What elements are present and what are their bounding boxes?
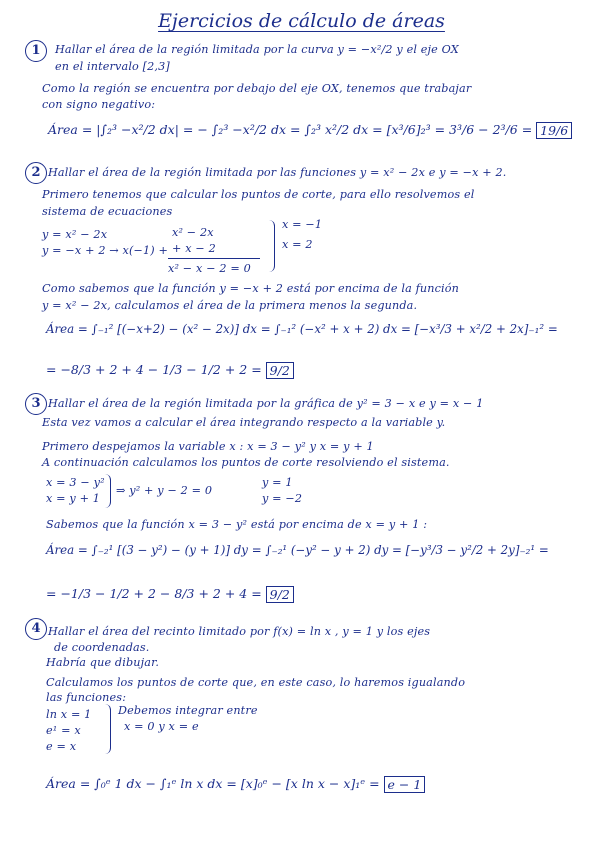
ex3-solution-2: y = −2 <box>262 492 303 505</box>
ex3-text-line4: A continuación calculamos los puntos de corte resolviendo el sistema. <box>42 456 450 469</box>
ex2-result-box: 9/2 <box>266 362 294 379</box>
exercise-3-number: 3 <box>25 393 47 415</box>
ex3-system-eq2: x = y + 1 <box>46 492 101 505</box>
ex4-system-eq2: e¹ = x <box>46 724 81 737</box>
ex1-area-expression: Área = |∫₂³ −x²/2 dx| = − ∫₂³ −x²/2 dx = ∫₂³ x²/2 dx = [x³/6]₂³ = 3³/6 − 2³/6 = <box>48 122 533 137</box>
ex4-text-line3: Habría que dibujar. <box>46 656 160 669</box>
ex3-text-line5: Sabemos que la función x = 3 − y² está por encima de x = y + 1 : <box>46 518 428 531</box>
ex2-statement-line1: Hallar el área de la región limitada por las funciones y = x² − 2x e y = −x + 2. <box>48 166 507 179</box>
ex3-text-line2: Esta vez vamos a calcular el área integrando respecto a la variable y. <box>42 416 446 429</box>
page-title: Ejercicios de cálculo de áreas <box>158 10 445 32</box>
ex3-system-eq1: x = 3 − y² <box>46 476 105 489</box>
ex4-text-line5: las funciones: <box>46 691 127 704</box>
ex1-result-box: 19/6 <box>536 122 572 139</box>
ex3-quadratic: ⇒ y² + y − 2 = 0 <box>116 484 213 497</box>
ex2-system-eq1: y = x² − 2x <box>42 228 108 241</box>
ex3-system-brace <box>104 474 111 508</box>
ex2-area-line2 <box>46 362 294 379</box>
ex3-text-line3: Primero despejamos la variable x : x = 3 − y² y x = y + 1 <box>42 440 374 453</box>
ex2-solution-1: x = −1 <box>282 218 323 231</box>
ex3-solution-1: y = 1 <box>262 476 293 489</box>
exercise-2-number: 2 <box>25 162 47 184</box>
ex1-statement-line2: en el intervalo [2,3] <box>55 60 170 73</box>
ex1-area-formula <box>48 122 572 139</box>
ex4-text-line4: Calculamos los puntos de corte que, en este caso, lo haremos igualando <box>46 676 466 689</box>
ex2-sum-divider <box>168 258 260 259</box>
ex4-system-brace <box>104 704 111 754</box>
ex1-text-line4: con signo negativo: <box>42 98 156 111</box>
ex1-statement-line1: Hallar el área de la región limitada por la curva y = −x²/2 y el eje OX <box>55 43 459 56</box>
ex3-area-evaluation: = −1/3 − 1/2 + 2 − 8/3 + 2 + 4 = <box>46 586 262 601</box>
ex4-area-formula <box>46 776 425 793</box>
ex2-system-eq2: y = −x + 2 → x(−1) + <box>42 244 169 257</box>
ex4-note-line2: x = 0 y x = e <box>124 720 199 733</box>
ex3-area-line2 <box>46 586 294 603</box>
ex3-result-box: 9/2 <box>266 586 294 603</box>
ex4-area-expression: Área = ∫₀ᵉ 1 dx − ∫₁ᵉ ln x dx = [x]₀ᵉ − [x ln x − x]₁ᵉ = <box>46 776 380 791</box>
ex2-solution-brace <box>268 220 275 272</box>
ex3-area-formula: Área = ∫₋₂¹ [(3 − y²) − (y + 1)] dy = ∫₋₂¹ (−y² − y + 2) dy = [−y³/3 − y²/2 + 2y]₋₂¹ = <box>46 543 549 557</box>
ex2-text-line3: sistema de ecuaciones <box>42 205 173 218</box>
ex4-note-line1: Debemos integrar entre <box>118 704 258 717</box>
ex2-solution-2: x = 2 <box>282 238 313 251</box>
ex2-text-line4: Como sabemos que la función y = −x + 2 está por encima de la función <box>42 282 459 295</box>
exercise-4-number: 4 <box>25 618 47 640</box>
ex2-text-line5: y = x² − 2x, calculamos el área de la primera menos la segunda. <box>42 299 418 312</box>
ex4-statement-line2: de coordenadas. <box>54 641 150 654</box>
ex3-statement-line1: Hallar el área de la región limitada por la gráfica de y² = 3 − x e y = x − 1 <box>48 397 484 410</box>
ex4-result-box: e − 1 <box>384 776 426 793</box>
ex2-sum-row2: + x − 2 <box>172 242 216 255</box>
ex4-system-eq3: e = x <box>46 740 77 753</box>
ex2-area-formula: Área = ∫₋₁² [(−x+2) − (x² − 2x)] dx = ∫₋₁² (−x² + x + 2) dx = [−x³/3 + x²/2 + 2x]₋₁² = <box>46 322 558 336</box>
ex4-statement-line1: Hallar el área del recinto limitado por f(x) = ln x , y = 1 y los ejes <box>48 625 431 638</box>
ex1-text-line3: Como la región se encuentra por debajo del eje OX, tenemos que trabajar <box>42 82 472 95</box>
exercise-1-number: 1 <box>25 40 47 62</box>
ex4-system-eq1: ln x = 1 <box>46 708 92 721</box>
ex2-area-evaluation: = −8/3 + 2 + 4 − 1/3 − 1/2 + 2 = <box>46 362 262 377</box>
ex2-sum-result: x² − x − 2 = 0 <box>168 262 251 275</box>
ex2-text-line2: Primero tenemos que calcular los puntos de corte, para ello resolvemos el <box>42 188 475 201</box>
ex2-sum-row1: x² − 2x <box>172 226 214 239</box>
